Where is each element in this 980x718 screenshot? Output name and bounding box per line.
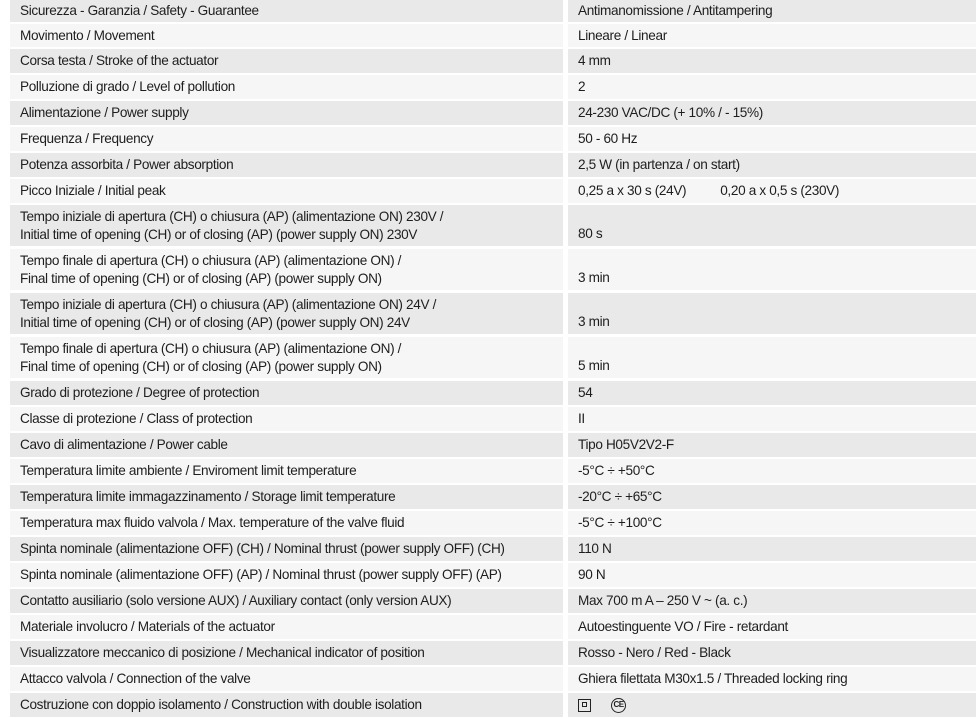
row-label-line2: Final time of opening (CH) or of closing (AP) (power supply ON) [20,358,382,374]
table-row [10,49,976,73]
table-row [10,667,976,691]
table-row [10,293,976,334]
row-label: Movimento / Movement [10,24,563,47]
row-label: Spinta nominale (alimentazione OFF) (AP) / Nominal thrust (power supply OFF) (AP) [10,563,563,587]
table-row [10,511,976,535]
row-label: Temperatura limite ambiente / Enviroment limit temperature [10,459,563,483]
row-value: Autoestinguente VO / Fire - retardant [568,615,976,639]
row-label-line1: Tempo iniziale di apertura (CH) o chiusura (AP) (alimentazione ON) 230V / [20,208,444,224]
row-value: Antimanomissione / Antitampering [568,0,976,22]
row-label: Corsa testa / Stroke of the actuator [10,49,563,73]
table-row [10,0,976,22]
row-value: Lineare / Linear [568,24,976,47]
row-label: Polluzione di grado / Level of pollution [10,75,563,99]
table-row [10,249,976,290]
row-label: Frequenza / Frequency [10,127,563,151]
row-value: 2,5 W (in partenza / on start) [568,153,976,177]
table-row [10,459,976,483]
ce-mark-icon: CE [611,698,626,713]
row-label [10,293,563,334]
row-label-line2: Final time of opening (CH) or of closing (AP) (power supply ON) [20,270,382,286]
double-insulation-icon [578,699,591,712]
table-row [10,693,976,717]
row-label: Alimentazione / Power supply [10,101,563,125]
row-value: II [568,407,976,431]
row-value: Tipo H05V2V2-F [568,433,976,457]
row-label [10,249,563,290]
row-value: -5°C ÷ +100°C [568,511,976,535]
row-value: Ghiera filettata M30x1.5 / Threaded locking ring [568,667,976,691]
table-row [10,433,976,457]
row-value: 54 [568,381,976,405]
row-value: 50 - 60 Hz [568,127,976,151]
row-label: Temperatura max fluido valvola / Max. temperature of the valve fluid [10,511,563,535]
row-label-line1: Tempo finale di apertura (CH) o chiusura (AP) (alimentazione ON) / [20,340,402,356]
row-value: 110 N [568,537,976,561]
row-label-line2: Initial time of opening (CH) or of closing (AP) (power supply ON) 24V [20,314,410,330]
table-row [10,589,976,613]
row-value: 3 min [568,249,976,290]
table-row [10,615,976,639]
peak-24v: 0,25 a x 30 s (24V) [578,183,687,198]
row-label: Costruzione con doppio isolamento / Construction with double isolation [10,693,563,717]
table-row [10,127,976,151]
row-value: 80 s [568,205,976,246]
row-value: 3 min [568,293,976,334]
row-label [10,337,563,378]
row-label: Materiale involucro / Materials of the actuator [10,615,563,639]
row-label: Attacco valvola / Connection of the valve [10,667,563,691]
row-value [568,179,976,203]
row-label-line1: Tempo iniziale di apertura (CH) o chiusura (AP) (alimentazione ON) 24V / [20,296,437,312]
table-row [10,563,976,587]
table-row [10,537,976,561]
row-value: -5°C ÷ +50°C [568,459,976,483]
table-row [10,24,976,47]
row-value: Max 700 m A – 250 V ~ (a. c.) [568,589,976,613]
table-row [10,75,976,99]
row-label-line1: Tempo finale di apertura (CH) o chiusura (AP) (alimentazione ON) / [20,252,402,268]
table-row [10,337,976,378]
row-label: Temperatura limite immagazzinamento / Storage limit temperature [10,485,563,509]
row-label: Cavo di alimentazione / Power cable [10,433,563,457]
row-label: Picco Iniziale / Initial peak [10,179,563,203]
row-label: Sicurezza - Garanzia / Safety - Guarantee [10,0,563,22]
row-label-line2: Initial time of opening (CH) or of closing (AP) (power supply ON) 230V [20,226,418,242]
row-label: Contatto ausiliario (solo versione AUX) / Auxiliary contact (only version AUX) [10,589,563,613]
row-label: Visualizzatore meccanico di posizione / Mechanical indicator of position [10,641,563,665]
row-label [10,205,563,246]
row-label: Spinta nominale (alimentazione OFF) (CH) / Nominal thrust (power supply OFF) (CH) [10,537,563,561]
row-value: 5 min [568,337,976,378]
table-row [10,101,976,125]
table-row [10,205,976,246]
table-row [10,381,976,405]
row-value: -20°C ÷ +65°C [568,485,976,509]
table-row [10,641,976,665]
table-row [10,179,976,203]
row-label: Grado di protezione / Degree of protection [10,381,563,405]
row-value: Rosso - Nero / Red - Black [568,641,976,665]
table-row [10,407,976,431]
row-value: 24-230 VAC/DC (+ 10% / - 15%) [568,101,976,125]
row-label: Potenza assorbita / Power absorption [10,153,563,177]
row-value [568,693,976,717]
table-row [10,153,976,177]
row-value: 2 [568,75,976,99]
peak-230v: 0,20 a x 0,5 s (230V) [720,183,840,198]
row-value: 90 N [568,563,976,587]
row-value: 4 mm [568,49,976,73]
table-row [10,485,976,509]
row-label: Classe di protezione / Class of protection [10,407,563,431]
